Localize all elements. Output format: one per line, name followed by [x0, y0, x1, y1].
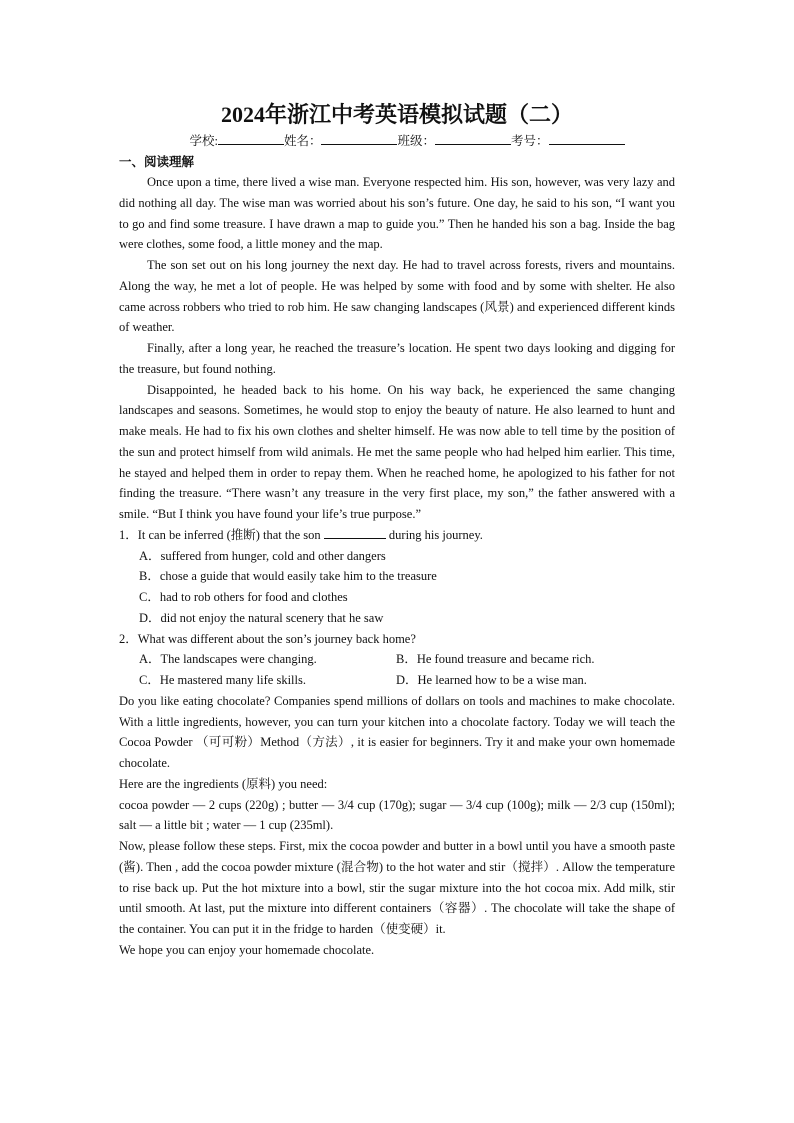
passage2-paragraph: Do you like eating chocolate? Companies spend millions of dollars on tools and machines to make chocolate. With a little ingredients, however, you can turn your kitchen into a chocolate factory. Today we will teach the Cocoa Powder （可可粉）Method（方法）, it is easier for beginners. Try it and make your own homemade chocolate.: [119, 693, 675, 770]
exam-number-label: 考号：: [511, 134, 549, 148]
passage1-paragraph: The son set out on his long journey the next day. He had to travel across forests, rivers and mountains. Along the way, he met a lot of people. He was helped by some with food and by some with shelter. He also came across robbers who tried to rob him. He saw changing landscapes (风景) and experienced different kinds of weather.: [119, 258, 675, 335]
question-2-option-c[interactable]: C．He mastered many life skills.: [139, 673, 306, 687]
passage1-paragraph: Disappointed, he headed back to his home. On his way back, he experienced the same changing landscapes and seasons. Sometimes, he would stop to enjoy the beauty of nature. He also learned to hunt and make meals. He had to fix his own clothes and shelter himself. He was now able to tell time by the position of the sun and protect himself from wild animals. He met the same people who had helped him earlier. This time, he stayed and helped them in order to repay them. When he reached home, he apologized to his father for not finding the treasure. “There wasn’t any treasure in the very first place, my son,” the father answered with a smile. “But I think you have found your life’s true purpose.”: [119, 382, 675, 521]
school-blank[interactable]: [218, 131, 284, 145]
name-label: 姓名：: [283, 134, 322, 148]
page-title: 2024年浙江中考英语模拟试题（二）: [220, 102, 573, 127]
exam-number-blank[interactable]: [549, 131, 625, 145]
passage2-paragraph: Here are the ingredients (原料) you need:: [119, 776, 328, 791]
question-1-stem: [119, 525, 675, 546]
question-2-option-d[interactable]: D．He learned how to be a wise man.: [396, 673, 587, 687]
question-1-stem-before: 1．It can be inferred (推断) that the son: [119, 527, 321, 542]
question-2-options-row: [119, 670, 675, 691]
question-2-option-b[interactable]: B．He found treasure and became rich.: [396, 652, 595, 667]
name-blank[interactable]: [321, 131, 397, 145]
section-heading: 一、阅读理解: [119, 155, 195, 169]
question-2-options-row: [119, 649, 675, 670]
question-2-stem: 2．What was different about the son’s journey back home?: [119, 631, 416, 646]
passage2-paragraph: We hope you can enjoy your homemade chocolate.: [119, 942, 375, 957]
question-1-option-b[interactable]: B．chose a guide that would easily take him to the treasure: [139, 569, 437, 584]
question-1-stem-after: during his journey.: [388, 527, 483, 542]
class-label: 班级：: [397, 134, 435, 148]
school-label: 学校:: [189, 134, 218, 148]
student-info-line: [139, 130, 675, 152]
passage2-paragraph: Now, please follow these steps. First, mix the cocoa powder and butter in a bowl until you have a smooth paste (酱). Then , add the cocoa powder mixture (混合物) to the hot water and stir（搅拌）. Allow the temperature to rise back up. Put the hot mixture into a bowl, stir the sugar mixture into the hot cocoa mix. Add milk, stir until smooth. At last, put the mixture into different containers（容器）. The chocolate will take the shape of the container. You can put it in the fridge to harden（使变硬）it.: [119, 839, 675, 936]
answer-blank[interactable]: [324, 526, 386, 539]
question-1-option-c[interactable]: C．had to rob others for food and clothes: [139, 590, 348, 604]
question-1-option-d[interactable]: D．did not enjoy the natural scenery that he saw: [139, 610, 384, 625]
passage1-paragraph: Once upon a time, there lived a wise man. Everyone respected him. His son, however, was very lazy and did nothing all day. The wise man was worried about his son’s future. One day, he said to his son, “I want you to go and find some treasure. I have drawn a map to guide you.” Then he handed his son a bag. Inside the bag were clothes, some food, a little money and the map.: [119, 175, 675, 252]
question-2-option-a[interactable]: A．The landscapes were changing.: [139, 652, 317, 667]
passage1-paragraph: Finally, after a long year, he reached the treasure’s location. He spent two days looking and digging for the treasure, but found nothing.: [119, 341, 675, 376]
passage2-paragraph: cocoa powder — 2 cups (220g) ; butter — 3/4 cup (170g); sugar — 3/4 cup (100g); milk — 2/3 cup (150ml); salt — a little bit ; water — 1 cup (235ml).: [119, 797, 675, 833]
exam-page: [119, 100, 675, 961]
question-1-option-a[interactable]: A．suffered from hunger, cold and other dangers: [139, 548, 386, 563]
class-blank[interactable]: [435, 131, 511, 145]
